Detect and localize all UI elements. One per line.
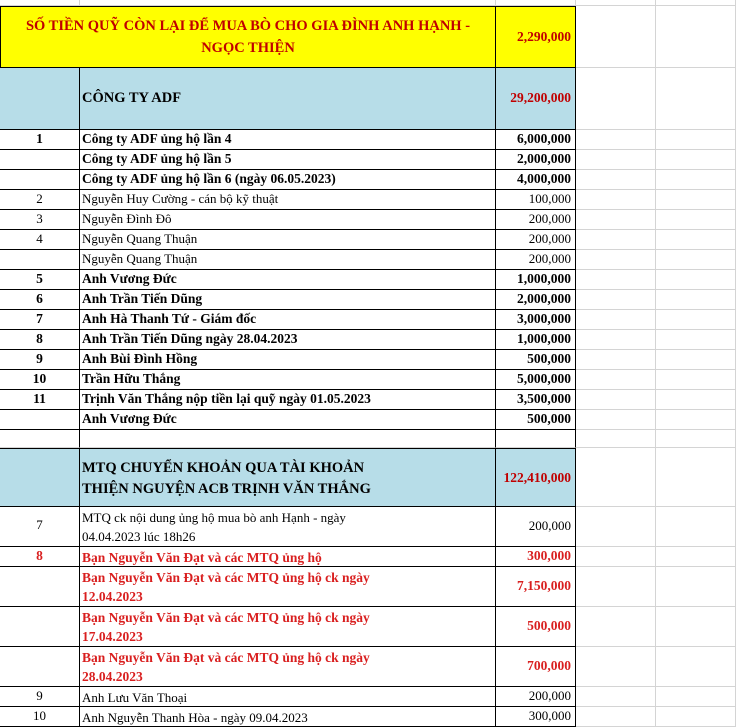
- table-row[interactable]: [0, 290, 736, 310]
- donor-line2: 28.04.2023: [82, 669, 143, 684]
- donation-amount: 300,000: [528, 708, 571, 723]
- row-number: 9: [36, 688, 43, 703]
- donation-amount: 3,000,000: [517, 311, 571, 326]
- row-number: 10: [32, 371, 47, 386]
- section-adf-amount: 29,200,000: [510, 90, 571, 105]
- donation-amount: 200,000: [528, 251, 571, 266]
- donation-amount: 5,000,000: [517, 371, 571, 386]
- donation-amount: 2,000,000: [517, 291, 571, 306]
- table-row[interactable]: [0, 170, 736, 190]
- table-row[interactable]: [0, 330, 736, 350]
- table-row[interactable]: [0, 150, 736, 170]
- table-row[interactable]: [0, 567, 736, 607]
- donor-name: Anh Bùi Đình Hồng: [82, 351, 198, 366]
- table-row[interactable]: [0, 350, 736, 370]
- donation-amount: 300,000: [527, 548, 571, 563]
- donor-line2: 12.04.2023: [82, 589, 143, 604]
- row-number: 6: [36, 291, 43, 306]
- table-row[interactable]: [0, 547, 736, 567]
- donation-amount: 500,000: [527, 411, 571, 426]
- table-row[interactable]: [0, 230, 736, 250]
- donation-amount: 1,000,000: [517, 331, 571, 346]
- donor-name: Công ty ADF ủng hộ lần 6 (ngày 06.05.2023): [82, 171, 336, 186]
- donor-line1: Anh Lưu Văn Thoại: [82, 690, 188, 705]
- table-row[interactable]: [0, 647, 736, 687]
- donor-line1: Bạn Nguyễn Văn Đạt và các MTQ ủng hộ ck ngày: [82, 570, 370, 585]
- donation-amount: 1,000,000: [517, 271, 571, 286]
- donor-name: Trịnh Văn Thắng nộp tiền lại quỹ ngày 01.05.2023: [82, 391, 371, 406]
- table-row[interactable]: [0, 250, 736, 270]
- row-number: 4: [36, 231, 43, 246]
- donation-amount: 200,000: [528, 231, 571, 246]
- table-row[interactable]: [0, 687, 736, 707]
- donor-name: Anh Hà Thanh Tứ - Giám đốc: [82, 311, 257, 326]
- donation-amount: 7,150,000: [517, 578, 571, 593]
- row-number: 3: [36, 211, 43, 226]
- table-row[interactable]: [0, 190, 736, 210]
- donation-amount: 4,000,000: [517, 171, 571, 186]
- donor-line1: Bạn Nguyễn Văn Đạt và các MTQ ủng hộ ck ngày: [82, 610, 370, 625]
- row-number: 1: [36, 131, 43, 146]
- table-row[interactable]: [0, 507, 736, 547]
- remaining-fund-row[interactable]: [0, 6, 736, 68]
- table-row[interactable]: [0, 310, 736, 330]
- row-number: 10: [33, 708, 46, 723]
- row-number: 9: [36, 351, 43, 366]
- donor-name: Anh Trần Tiến Dũng: [82, 291, 203, 306]
- table-row[interactable]: [0, 210, 736, 230]
- donor-line2: 04.04.2023 lúc 18h26: [82, 529, 196, 544]
- row-number: 7: [36, 517, 43, 532]
- table-row[interactable]: [0, 390, 736, 410]
- donor-line2: 17.04.2023: [82, 629, 143, 644]
- table-row[interactable]: [0, 270, 736, 290]
- donor-name: Anh Vương Đức: [82, 411, 177, 426]
- donor-name: Nguyễn Quang Thuận: [82, 231, 198, 246]
- donor-name: Công ty ADF ủng hộ lần 4: [82, 131, 232, 146]
- remaining-fund-label: SỐ TIỀN QUỸ CÒN LẠI ĐỂ MUA BÒ CHO GIA ĐÌNH ANH HẠNH - NGỌC THIỆN: [25, 18, 471, 56]
- row-number: 8: [36, 548, 43, 563]
- donor-line1: Bạn Nguyễn Văn Đạt và các MTQ ủng hộ ck ngày: [82, 650, 370, 665]
- donor-name: Anh Vương Đức: [82, 271, 177, 286]
- donor-name: Công ty ADF ủng hộ lần 5: [82, 151, 232, 166]
- table-row[interactable]: [0, 370, 736, 390]
- donation-amount: 3,500,000: [517, 391, 571, 406]
- donation-amount: 200,000: [528, 688, 571, 703]
- donation-amount: 2,000,000: [517, 151, 571, 166]
- donation-amount: 700,000: [527, 658, 571, 673]
- table-row[interactable]: [0, 607, 736, 647]
- section-adf-header[interactable]: [0, 68, 736, 130]
- donation-amount: 500,000: [527, 618, 571, 633]
- spacer-row: [0, 430, 736, 448]
- table-row[interactable]: [0, 130, 736, 150]
- remaining-fund-amount: 2,290,000: [517, 29, 571, 44]
- row-number: 7: [36, 311, 43, 326]
- table-row[interactable]: [0, 707, 736, 727]
- section-mtq-header[interactable]: [0, 448, 736, 507]
- section-mtq-amount: 122,410,000: [503, 470, 571, 485]
- donation-amount: 6,000,000: [517, 131, 571, 146]
- donor-name: Nguyễn Huy Cường - cán bộ kỹ thuật: [82, 191, 279, 206]
- donation-amount: 100,000: [528, 191, 571, 206]
- row-number: 5: [36, 271, 43, 286]
- donor-line1: Anh Nguyễn Thanh Hòa - ngày 09.04.2023: [82, 710, 308, 725]
- section-adf-title: CÔNG TY ADF: [82, 90, 182, 106]
- donation-amount: 500,000: [527, 351, 571, 366]
- row-number: 11: [33, 391, 46, 406]
- donor-name: Nguyễn Đình Đô: [82, 211, 172, 226]
- section-mtq-title-line1: MTQ CHUYỂN KHOẢN QUA TÀI KHOẢN: [82, 460, 365, 476]
- donor-name: Nguyễn Quang Thuận: [82, 251, 198, 266]
- row-number: 8: [36, 331, 43, 346]
- donor-name: Anh Trần Tiến Dũng ngày 28.04.2023: [82, 331, 298, 346]
- donation-amount: 200,000: [528, 211, 571, 226]
- section-mtq-title-line2: THIỆN NGUYỆN ACB TRỊNH VĂN THẮNG: [82, 481, 371, 497]
- donation-amount: 200,000: [528, 518, 571, 533]
- row-number: 2: [36, 191, 43, 206]
- donor-line1: Bạn Nguyễn Văn Đạt và các MTQ ủng hộ: [82, 550, 322, 565]
- donor-line1: MTQ ck nội dung ủng hộ mua bò anh Hạnh - ngày: [82, 510, 346, 525]
- donor-name: Trần Hữu Thắng: [82, 371, 181, 386]
- table-row[interactable]: [0, 410, 736, 430]
